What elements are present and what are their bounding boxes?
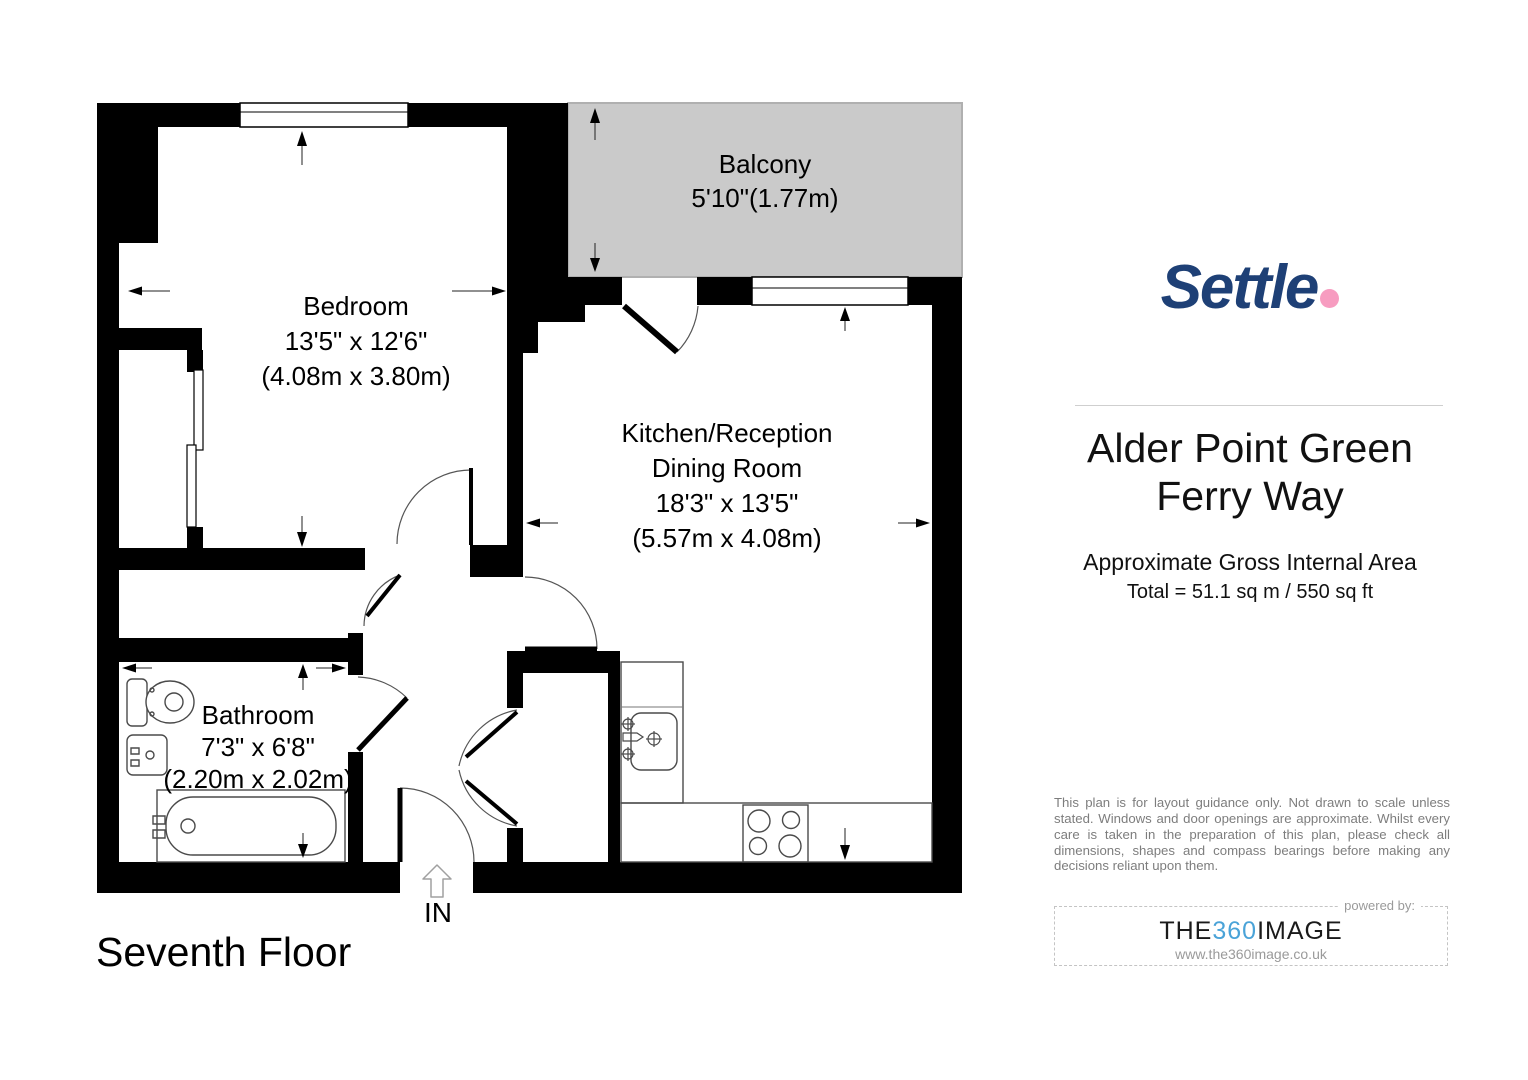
property-title [1050, 424, 1450, 520]
stove [743, 805, 808, 862]
wardrobe-sliding-doors [187, 370, 203, 527]
divider-line [1075, 405, 1443, 406]
settle-logo-dot-icon [1320, 289, 1339, 308]
bedroom-window [240, 103, 408, 127]
entrance-in-arrow-icon [423, 865, 451, 897]
bedroom-dims-metric: (4.08m x 3.80m) [261, 361, 451, 391]
entrance-door [400, 788, 474, 862]
toilet [127, 679, 194, 726]
kitchen-label-line1: Kitchen/Reception [621, 418, 833, 448]
powered-by-box [1054, 898, 1448, 966]
brand-360: 360 [1212, 917, 1258, 945]
balcony-door [624, 306, 698, 352]
brand-the: THE [1159, 917, 1213, 945]
entrance-in-label: IN [424, 897, 452, 928]
brand-image: IMAGE [1257, 917, 1343, 945]
kitchen-sink [621, 713, 677, 770]
balcony-dims: 5'10"(1.77m) [691, 183, 839, 213]
bathroom-dims-metric: (2.20m x 2.02m) [163, 764, 353, 794]
kitchen-door [525, 577, 597, 649]
kitchen-dims-imperial: 18'3" x 13'5" [655, 488, 799, 518]
area-heading: Approximate Gross Internal Area [1083, 549, 1417, 575]
disclaimer-text: This plan is for layout guidance only. Not drawn to scale unless stated. Windows and door openings are approximate. Whilst every care is taken in the preparation of this plan, please check all dimensions, shapes and compass bearings before making any decisions reliant upon them. [1054, 795, 1450, 874]
settle-logo [1050, 252, 1450, 323]
area-total: Total = 51.1 sq m / 550 sq ft [1126, 581, 1374, 603]
hall-nook-door [364, 575, 400, 626]
kitchen-counter [621, 662, 932, 862]
bedroom-dims-imperial: 13'5" x 12'6" [284, 326, 428, 356]
property-title-line2: Ferry Way [1156, 473, 1344, 519]
the360image-brand [1055, 917, 1447, 946]
the360image-url: www.the360image.co.uk [1175, 946, 1327, 962]
bathroom-dims-imperial: 7'3" x 6'8" [201, 732, 315, 762]
bathroom-label: Bathroom [201, 700, 315, 730]
property-title-line1: Alder Point Green [1087, 425, 1413, 471]
powered-by-label: powered by: [1338, 898, 1421, 913]
floor-title: Seventh Floor [96, 929, 352, 975]
closet-bifold-doors [459, 710, 517, 826]
kitchen-dims-metric: (5.57m x 4.08m) [632, 523, 822, 553]
balcony-label: Balcony [718, 149, 812, 179]
bathroom-door [358, 677, 407, 750]
bedroom-door [397, 468, 471, 545]
bathtub [153, 790, 345, 862]
info-panel [1040, 0, 1460, 1080]
kitchen-label-line2: Dining Room [651, 453, 803, 483]
kitchen-window [752, 277, 908, 305]
settle-logo-text: Settle [1160, 253, 1318, 322]
bathroom-sink [127, 735, 167, 775]
bedroom-label: Bedroom [303, 291, 409, 321]
